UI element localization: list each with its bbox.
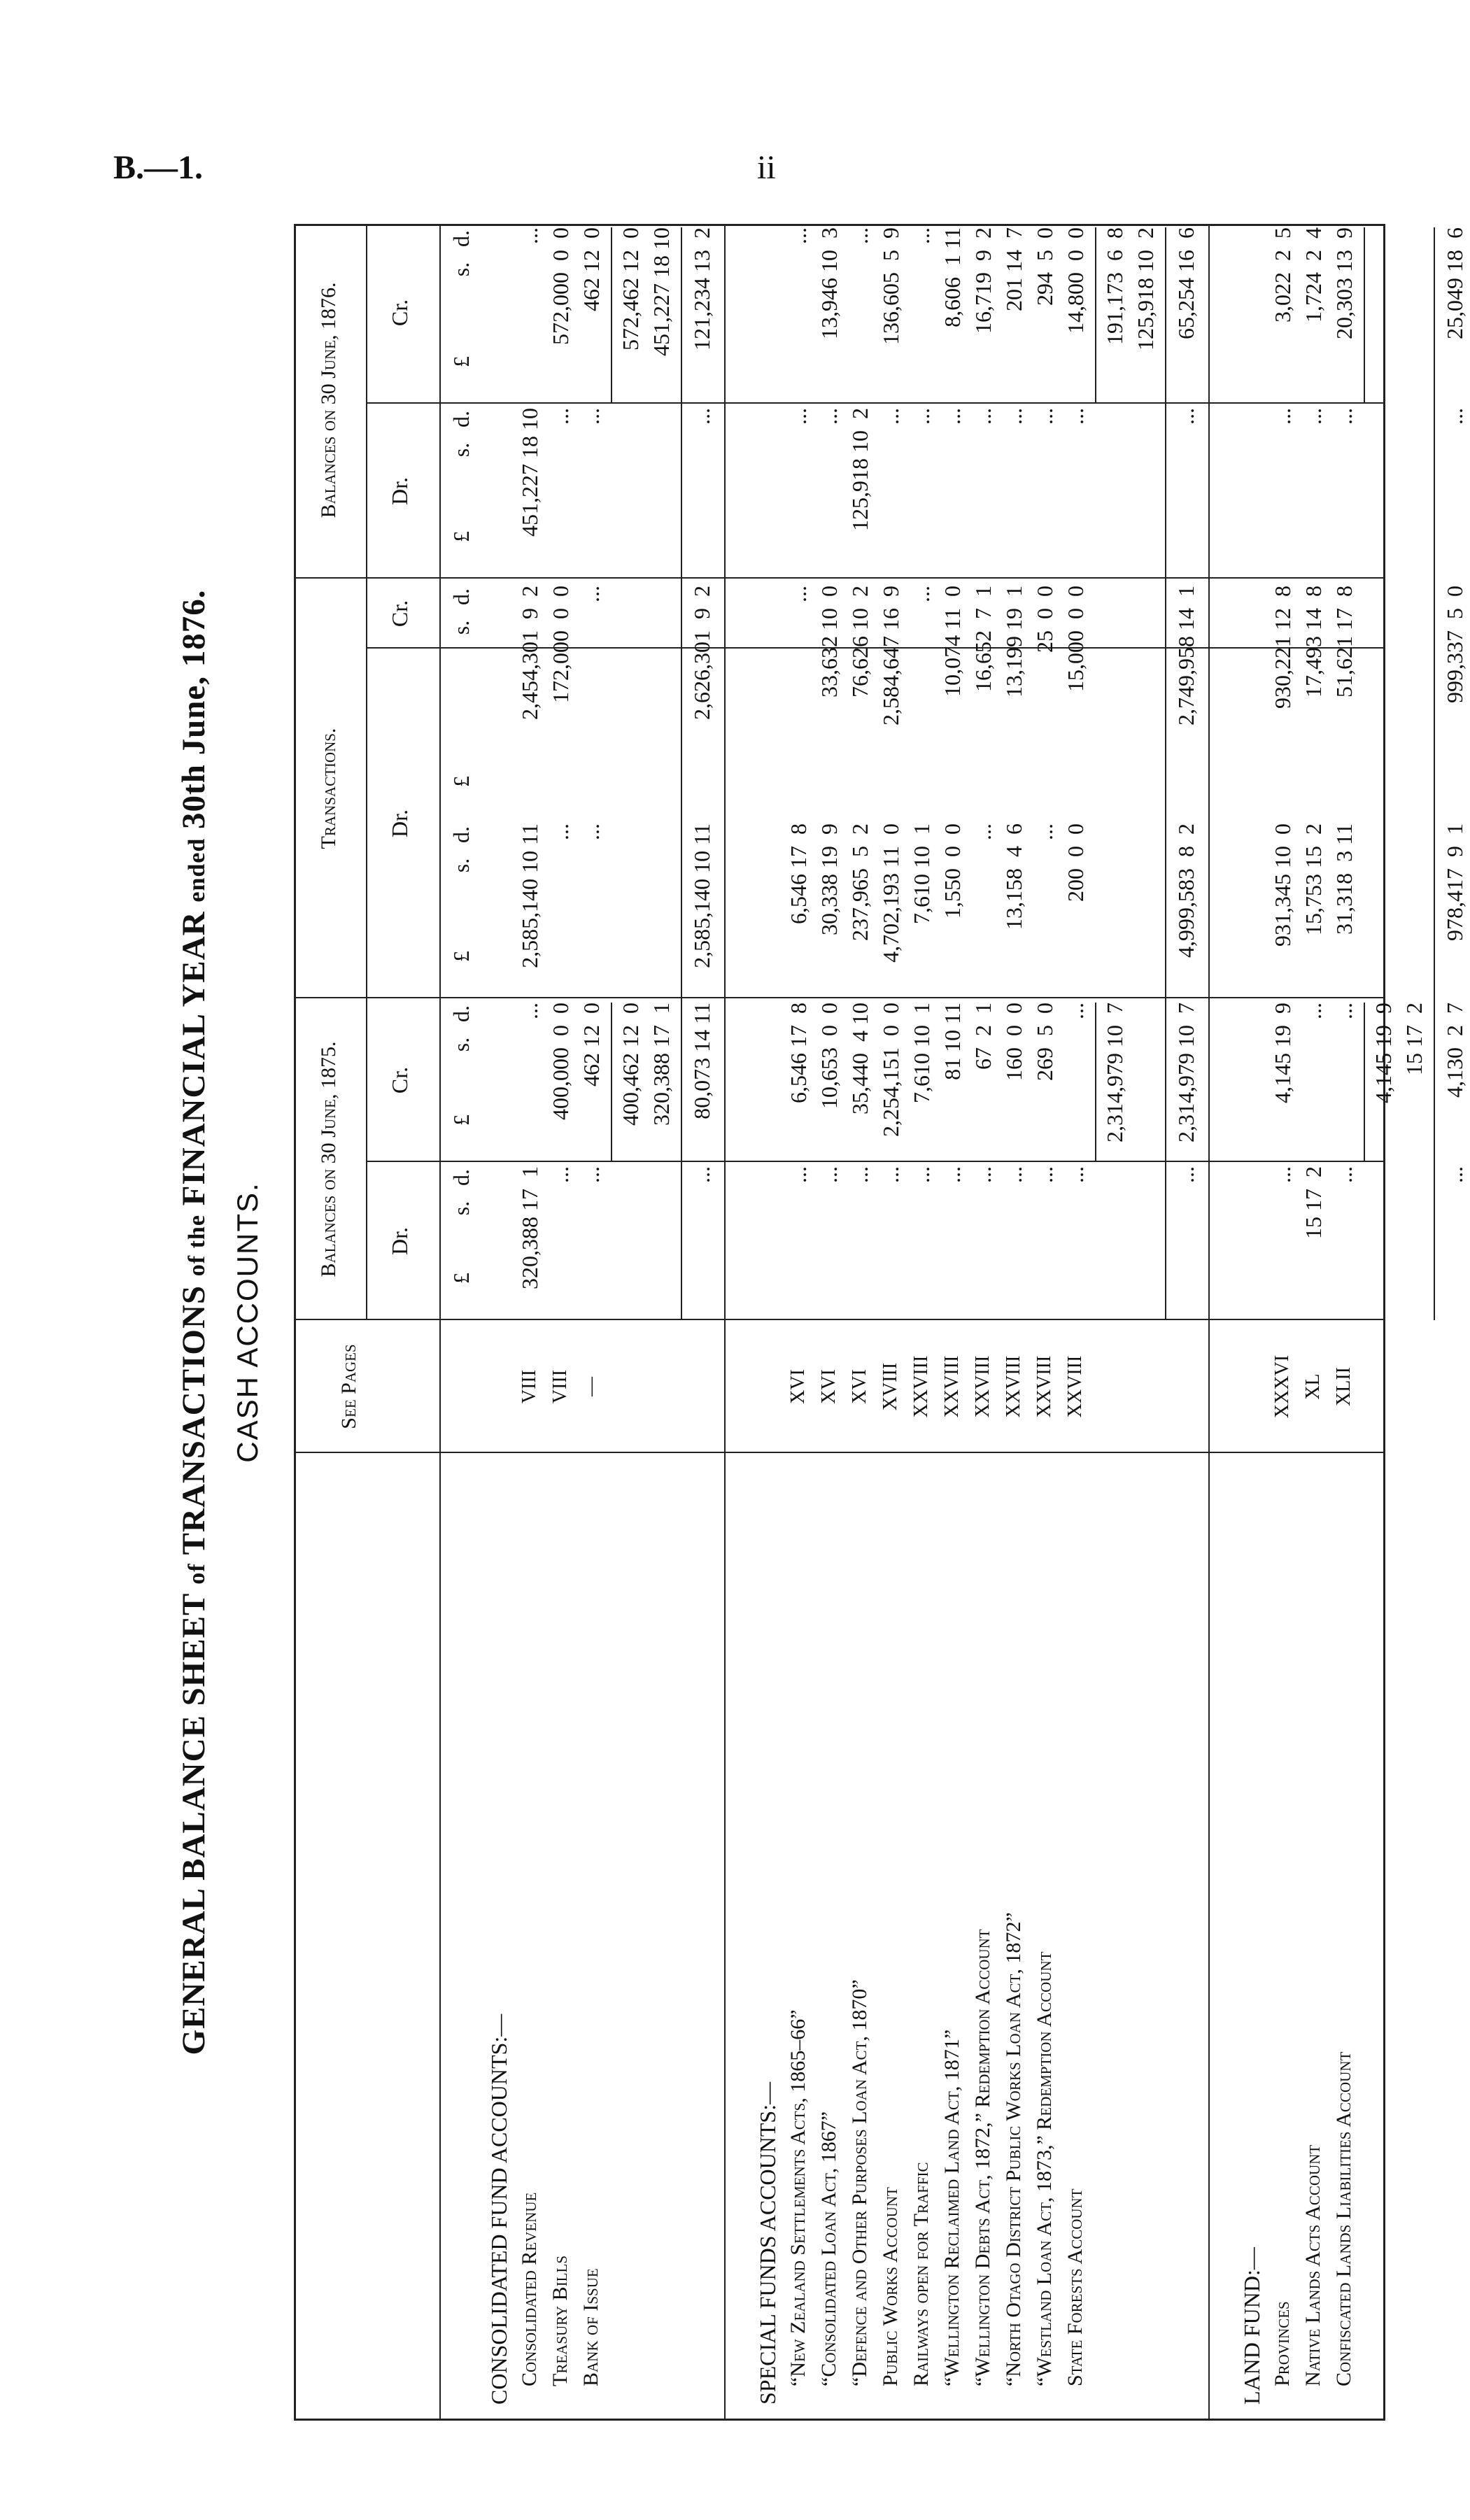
total-trdr: 2,585,140 10 11 [689,823,714,968]
see-pages-header: See Pages [337,1344,360,1429]
amount-b76dr: ... [1270,408,1295,425]
subtotal-b75cr: 2,314,979 10 7 [1102,1003,1127,1142]
rule-line [1434,227,1435,1320]
amount-b75dr: ... [786,1166,811,1183]
account-label: “Westland Loan Act, 1873,” Redemption Account [1033,1951,1056,2386]
amount-b76dr: ... [1001,408,1026,425]
amount-b76dr: ... [817,408,842,425]
amount-trdr: 2,585,140 10 11 [517,823,542,968]
amount-trdr: 13,158 4 6 [1001,823,1026,930]
amount-b75cr: ... [1301,1003,1326,1019]
amount-b76dr: 451,227 18 10 [517,408,542,537]
amount-b75dr: ... [579,1166,604,1183]
rule-line [1364,227,1365,404]
account-label: Native Lands Acts Account [1301,2144,1324,2386]
pound-unit: £ [448,531,474,542]
see-page-ref: XVI [787,1369,809,1404]
rule-line [1095,227,1096,404]
see-page-ref: — [580,1377,602,1396]
amount-trcr: 10,074 11 0 [940,586,965,697]
total-b76dr: ... [1173,408,1199,425]
see-page-ref: XVI [849,1369,870,1404]
cr-header: Cr. [387,299,412,327]
amount-trdr: ... [970,823,996,840]
amount-b75dr: ... [940,1166,965,1183]
pound-unit: £ [448,951,474,962]
account-label: State Forests Account [1063,2188,1087,2386]
dr-header: Dr. [387,477,412,505]
amount-trcr: 2,454,301 9 2 [517,586,542,720]
pound-unit: £ [448,1273,474,1284]
account-label: “North Otago District Public Works Loan Act, 1872” [1002,1912,1025,2386]
amount-trcr: 51,621 17 8 [1331,586,1357,698]
shilling-unit: s. [448,1037,474,1052]
see-page-ref: XVI [818,1369,840,1404]
amount-b75dr: ... [847,1166,872,1183]
amount-b75cr: 4,145 19 9 [1270,1003,1295,1103]
section-heading: LAND FUND:— [1239,2247,1264,2405]
account-label: Bank of Issue [579,2268,602,2386]
pence-unit: d. [448,588,474,605]
amount-b75cr: 7,610 10 1 [909,1003,934,1103]
amount-b76cr: ... [517,227,542,244]
amount-trdr: 931,345 10 0 [1270,823,1295,947]
subtotal-b76cr: 451,227 18 10 [649,227,674,356]
rule-line [1095,1003,1096,1162]
amount-trcr: 33,632 10 0 [817,586,842,698]
amount-trdr: ... [1032,823,1057,840]
amount-trcr: 17,493 14 8 [1301,586,1326,698]
account-label: “Wellington Debts Act, 1872,” Redemption Account [971,1929,994,2386]
account-label: Railways open for Traffic [910,2162,933,2386]
amount-trcr: ... [786,586,811,602]
rule-line [611,227,612,404]
amount-b75dr: ... [817,1166,842,1183]
total-b75dr: ... [1442,1166,1467,1183]
amount-b75dr: 15 17 2 [1301,1166,1326,1239]
rule-line [1364,1003,1365,1162]
subtotal-b75cr: 400,462 12 0 [618,1003,643,1126]
amount-b75dr: ... [548,1166,573,1183]
total-b75dr: ... [689,1166,714,1183]
rule-line [611,1003,612,1162]
amount-b76cr: 16,719 9 2 [970,227,996,334]
amount-b75dr: ... [1270,1166,1295,1183]
balances-1875-header: Balances on 30 June, 1875. [317,1041,340,1277]
transactions-header: Transactions. [317,728,340,849]
rule-line [1165,227,1166,1320]
subtotal-b76cr: 125,918 10 2 [1133,227,1158,351]
total-b75dr: ... [1173,1166,1199,1183]
amount-trdr: 200 0 0 [1063,823,1088,902]
pound-unit: £ [448,1114,474,1126]
account-label: Consolidated Revenue [518,2192,541,2386]
amount-b76cr: 20,303 13 9 [1331,227,1357,339]
shilling-unit: s. [448,262,474,277]
amount-b76cr: ... [786,227,811,244]
subtotal-b75cr: 320,388 17 1 [649,1003,674,1126]
account-label: Treasury Bills [549,2255,572,2386]
shilling-unit: s. [448,442,474,458]
see-page-ref: XXVIII [1003,1355,1024,1418]
total-trdr: 978,417 9 1 [1442,823,1467,941]
amount-b76dr: ... [878,408,903,425]
account-label: Public Works Account [879,2187,902,2386]
page-reference: B.—1. [113,149,204,186]
amount-trdr: 7,610 10 1 [909,823,934,924]
subtotal-b75cr: 4,145 19 9 [1371,1003,1396,1103]
amount-b75cr: 81 10 11 [940,1003,965,1080]
see-page-ref: XXXVI [1271,1354,1293,1419]
subtotal-b75cr: 15 17 2 [1401,1003,1427,1075]
pence-unit: d. [448,411,474,427]
amount-b75cr: 6,546 17 8 [786,1003,811,1103]
balance-sheet [168,224,1467,2421]
amount-b75cr: 400,000 0 0 [548,1003,573,1120]
amount-b76cr: 136,605 5 9 [878,227,903,345]
see-page-ref: XL [1302,1373,1324,1400]
section-divider [1208,226,1210,2419]
amount-b76dr: ... [548,408,573,425]
account-label: “Defence and Other Purposes Loan Act, 1870” [848,1979,871,2386]
account-label: “Consolidated Loan Act, 1867” [817,2111,840,2386]
pound-unit: £ [448,356,474,367]
see-page-ref: XXVIII [972,1355,994,1418]
amount-b75dr: ... [878,1166,903,1183]
section-divider [724,226,726,2419]
amount-b76dr: ... [1032,408,1057,425]
dr-header: Dr. [387,1227,412,1255]
account-label: Provinces [1271,2301,1294,2386]
amount-b76dr: ... [1331,408,1357,425]
see-page-ref: XXVIII [1064,1355,1086,1418]
amount-b76dr: ... [1063,408,1088,425]
amount-b76dr: ... [970,408,996,425]
amount-trcr: ... [909,586,934,602]
total-b76dr: ... [1442,408,1467,425]
amount-b76cr: 201 14 7 [1001,227,1026,311]
amount-trcr: ... [579,586,604,602]
amount-b75dr: ... [1331,1166,1357,1183]
amount-trcr: 15,000 0 0 [1063,586,1088,692]
amount-b75dr: 320,388 17 1 [517,1166,542,1289]
dr-header: Dr. [387,809,412,837]
amount-b75cr: 35,440 4 10 [847,1003,872,1114]
amount-b76dr: ... [786,408,811,425]
rule-line [681,227,682,1320]
amount-b76cr: ... [847,227,872,244]
amount-b75dr: ... [970,1166,996,1183]
total-b76cr: 65,254 16 6 [1173,227,1199,339]
amount-b76cr: 572,000 0 0 [548,227,573,345]
amount-b76dr: ... [940,408,965,425]
amount-trcr: 2,584,647 16 9 [878,586,903,725]
total-b75cr: 4,130 2 7 [1442,1003,1467,1098]
amount-b75cr: ... [517,1003,542,1019]
total-b75cr: 80,073 14 11 [689,1003,714,1119]
see-page-ref: XXVIII [910,1355,932,1418]
amount-trcr: 172,000 0 0 [548,586,573,703]
amount-b76dr: ... [579,408,604,425]
see-page-ref: VIII [518,1369,540,1404]
see-page-ref: VIII [549,1369,571,1404]
amount-trdr: 31,318 3 11 [1331,823,1357,935]
see-page-ref: XVIII [879,1362,901,1411]
amount-trcr: 13,199 19 1 [1001,586,1026,698]
amount-b75dr: ... [1001,1166,1026,1183]
amount-b76dr: ... [909,408,934,425]
amount-b76cr: 8,606 1 11 [940,227,965,327]
amount-b75dr: ... [1032,1166,1057,1183]
amount-b75cr: 160 0 0 [1001,1003,1026,1081]
section-heading: CONSOLIDATED FUND ACCOUNTS:— [486,2013,511,2405]
see-page-ref: XXVIII [1033,1355,1055,1418]
amount-trdr: 6,546 17 8 [786,823,811,924]
total-trcr: 999,337 5 0 [1442,586,1467,703]
amount-b75cr: 2,254,151 0 0 [878,1003,903,1137]
amount-b75cr: 462 12 0 [579,1003,604,1086]
amount-b75dr: ... [909,1166,934,1183]
amount-trdr: 237,965 5 2 [847,823,872,941]
shilling-unit: s. [448,620,474,635]
amount-trdr: ... [579,823,604,840]
amount-b75cr: 269 5 0 [1032,1003,1057,1081]
subtotal-b76cr: 572,462 12 0 [618,227,643,351]
amount-b76cr: 13,946 10 3 [817,227,842,339]
pence-unit: d. [448,1005,474,1022]
pound-unit: £ [448,776,474,787]
amount-b76cr: ... [909,227,934,244]
total-b76dr: ... [689,408,714,425]
amount-trdr: 1,550 0 0 [940,823,965,919]
accounts-table [294,224,1467,2421]
total-b76cr: 121,234 13 2 [689,227,714,351]
total-trcr: 2,749,958 14 1 [1173,586,1199,725]
account-label: Confiscated Lands Liabilities Account [1332,2051,1355,2386]
account-label: “Wellington Reclaimed Land Act, 1871” [940,2029,963,2386]
cr-header: Cr. [387,600,412,628]
shilling-unit: s. [448,858,474,873]
amount-b75cr: 10,653 0 0 [817,1003,842,1109]
see-page-ref: XLII [1333,1367,1355,1406]
amount-trcr: 16,652 7 1 [970,586,996,692]
amount-b76cr: 462 12 0 [579,227,604,311]
pence-unit: d. [448,230,474,247]
pence-unit: d. [448,1169,474,1186]
amount-trcr: 76,626 10 2 [847,586,872,698]
cr-header: Cr. [387,1066,412,1094]
shilling-unit: s. [448,1201,474,1216]
amount-b75dr: ... [1063,1166,1088,1183]
amount-trdr: ... [548,823,573,840]
total-trdr: 4,999,583 8 2 [1173,823,1199,958]
amount-trdr: 4,702,193 11 0 [878,823,903,963]
page-number: ii [757,149,776,186]
amount-b75cr: 67 2 1 [970,1003,996,1070]
sheet-subtitle: CASH ACCOUNTS. [231,1182,264,1463]
amount-trdr: 15,753 15 2 [1301,823,1326,935]
section-heading: SPECIAL FUNDS ACCOUNTS:— [755,2081,780,2405]
amount-b76cr: 14,800 0 0 [1063,227,1088,334]
amount-b76dr: ... [1301,408,1326,425]
subtotal-b76cr: 191,173 6 8 [1102,227,1127,345]
amount-b76cr: 294 5 0 [1032,227,1057,306]
amount-b76dr: 125,918 10 2 [847,408,872,531]
amount-b75cr: ... [1063,1003,1088,1019]
amount-b76cr: 1,724 2 4 [1301,227,1326,323]
see-page-ref: XXVIII [941,1355,963,1418]
total-b75cr: 2,314,979 10 7 [1173,1003,1199,1142]
amount-trcr: 25 0 0 [1032,586,1057,653]
amount-trdr: 30,338 19 9 [817,823,842,935]
amount-b76cr: 3,022 2 5 [1270,227,1295,323]
pence-unit: d. [448,826,474,843]
sheet-title: GENERAL BALANCE SHEET of TRANSACTIONS of the FINANCIAL YEAR ended 30th June, 1876. [176,589,212,2055]
account-label: “New Zealand Settlements Acts, 1865–66” [786,2009,810,2386]
balances-1876-header: Balances on 30 June, 1876. [317,282,340,518]
total-trcr: 2,626,301 9 2 [689,586,714,720]
amount-b75cr: ... [1331,1003,1357,1019]
amount-trcr: 930,221 12 8 [1270,586,1295,709]
total-b76cr: 25,049 18 6 [1442,227,1467,339]
